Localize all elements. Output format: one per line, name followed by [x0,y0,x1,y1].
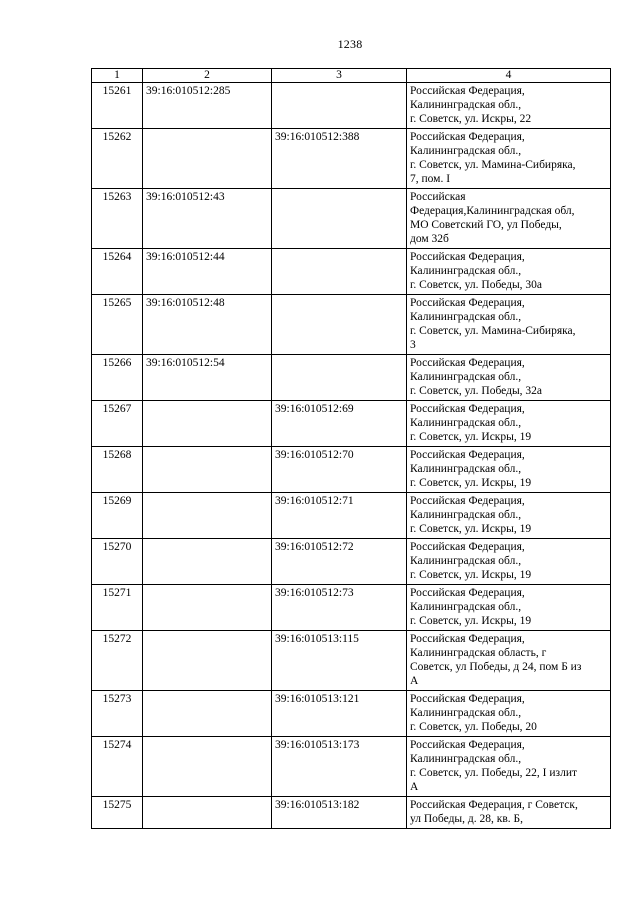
address-cell: Российская Федерация, Калининградская обл., г. Советск, ул. Победы, 22, I излит А [407,737,611,797]
row-number: 15269 [92,493,143,539]
cadastral-number-col2 [143,585,272,631]
table-row [92,249,611,295]
row-number: 15264 [92,249,143,295]
cadastral-number-col2 [143,129,272,189]
cadastral-number-col3: 39:16:010512:70 [272,447,407,493]
cadastral-number-col2 [143,447,272,493]
row-number: 15262 [92,129,143,189]
table-row [92,189,611,249]
row-number: 15263 [92,189,143,249]
table-row [92,295,611,355]
column-header-4: 4 [407,69,611,83]
table-row [92,129,611,189]
cadastral-number-col2 [143,493,272,539]
cadastral-number-col2 [143,737,272,797]
cadastral-number-col3: 39:16:010512:73 [272,585,407,631]
cadastral-number-col3 [272,189,407,249]
address-cell: Российская Федерация, Калининградская обл., г. Советск, ул. Искры, 19 [407,539,611,585]
table-row [92,737,611,797]
address-cell: Российская Федерация, Калининградская обл., г. Советск, ул. Искры, 19 [407,493,611,539]
cadastral-number-col3: 39:16:010513:121 [272,691,407,737]
table-row [92,631,611,691]
address-cell: Российская Федерация, Калининградская обл., г. Советск, ул. Победы, 20 [407,691,611,737]
cadastral-number-col2: 39:16:010512:44 [143,249,272,295]
table-row [92,585,611,631]
table-row [92,83,611,129]
row-number: 15273 [92,691,143,737]
cadastral-number-col3 [272,83,407,129]
row-number: 15270 [92,539,143,585]
cadastral-number-col3: 39:16:010513:173 [272,737,407,797]
cadastral-number-col3 [272,295,407,355]
address-cell: Российская Федерация, Калининградская область, г Советск, ул Победы, д 24, пом Б из А [407,631,611,691]
cadastral-number-col3 [272,249,407,295]
cadastral-number-col2: 39:16:010512:43 [143,189,272,249]
cadastral-number-col2 [143,539,272,585]
column-header-2: 2 [143,69,272,83]
row-number: 15274 [92,737,143,797]
table-row [92,539,611,585]
cadastral-number-col3 [272,355,407,401]
cadastral-number-col2 [143,631,272,691]
table-row [92,447,611,493]
table-row [92,691,611,737]
table-row [92,797,611,829]
row-number: 15266 [92,355,143,401]
address-cell: Российская Федерация, г Советск, ул Победы, д. 28, кв. Б, [407,797,611,829]
cadastral-number-col3: 39:16:010512:69 [272,401,407,447]
cadastral-number-col2: 39:16:010512:48 [143,295,272,355]
table-row [92,493,611,539]
table-row [92,401,611,447]
address-cell: Российская Федерация, Калининградская обл., г. Советск, ул. Искры, 19 [407,585,611,631]
address-cell: Российская Федерация, Калининградская обл., г. Советск, ул. Победы, 32а [407,355,611,401]
row-number: 15275 [92,797,143,829]
cadastral-number-col3: 39:16:010512:71 [272,493,407,539]
cadastral-number-col3: 39:16:010513:182 [272,797,407,829]
address-cell: Российская Федерация, Калининградская обл., г. Советск, ул. Мамина-Сибиряка, 7, пом. I [407,129,611,189]
address-cell: Российская Федерация, Калининградская обл., г. Советск, ул. Искры, 22 [407,83,611,129]
row-number: 15261 [92,83,143,129]
registry-table [91,68,611,829]
column-header-1: 1 [92,69,143,83]
row-number: 15272 [92,631,143,691]
header-row [92,69,611,83]
address-cell: Российская Федерация, Калининградская обл., г. Советск, ул. Мамина-Сибиряка, 3 [407,295,611,355]
cadastral-number-col3: 39:16:010513:115 [272,631,407,691]
row-number: 15267 [92,401,143,447]
table-row [92,355,611,401]
address-cell: Российская Федерация,Калининградская обл, МО Советский ГО, ул Победы, дом 32б [407,189,611,249]
address-cell: Российская Федерация, Калининградская обл., г. Советск, ул. Победы, 30а [407,249,611,295]
row-number: 15268 [92,447,143,493]
cadastral-number-col2 [143,691,272,737]
address-cell: Российская Федерация, Калининградская обл., г. Советск, ул. Искры, 19 [407,447,611,493]
cadastral-number-col2 [143,797,272,829]
column-header-3: 3 [272,69,407,83]
cadastral-number-col2: 39:16:010512:54 [143,355,272,401]
page-number: 1238 [337,37,363,51]
row-number: 15271 [92,585,143,631]
cadastral-number-col2 [143,401,272,447]
cadastral-number-col3: 39:16:010512:72 [272,539,407,585]
cadastral-number-col2: 39:16:010512:285 [143,83,272,129]
address-cell: Российская Федерация, Калининградская обл., г. Советск, ул. Искры, 19 [407,401,611,447]
row-number: 15265 [92,295,143,355]
cadastral-number-col3: 39:16:010512:388 [272,129,407,189]
